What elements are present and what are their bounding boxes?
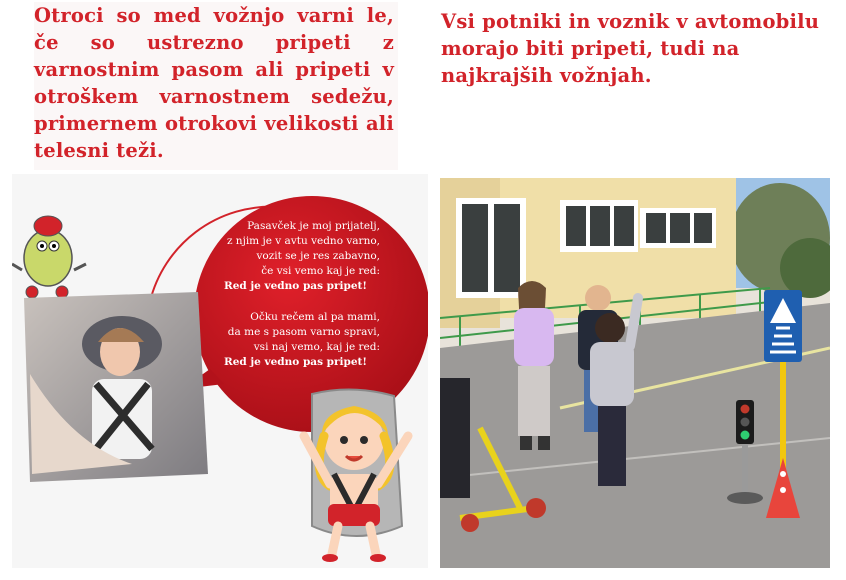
poem-line: vozit se je res zabavno, <box>256 250 380 262</box>
poem-line: če vsi vemo kaj je red: <box>261 265 380 277</box>
poem-line: Pasavček je moj prijatelj, <box>247 220 380 232</box>
armadillo-mascot <box>12 216 86 298</box>
poem-line: vsi naj vemo, kaj je red: <box>253 341 380 353</box>
schoolyard-photo <box>440 178 830 568</box>
poem-line: da me s pasom varno spravi, <box>227 326 380 338</box>
poster-illustration <box>12 174 428 568</box>
child-car-seat-photo <box>24 292 208 482</box>
cartoon-girl-car-seat <box>304 389 408 562</box>
poem-line: Očku rečem al pa mami, <box>250 311 380 323</box>
poem-line: z njim je v avtu vedno varno, <box>226 235 380 247</box>
poem-refrain: Red je vedno pas pripet! <box>223 280 367 292</box>
left-heading: Otroci so med vožnjo varni le, če so ustrezno pripeti z varnostnim pasom ali pripeti v otroškem varnostnem sedežu, primernem otrokovi velikosti ali telesni teži. <box>34 2 398 170</box>
right-heading: Vsi potniki in voznik v avtomobilu morajo biti pripeti, tudi na najkrajših vožnjah. <box>441 10 820 87</box>
poem-refrain: Red je vedno pas pripet! <box>223 356 367 368</box>
